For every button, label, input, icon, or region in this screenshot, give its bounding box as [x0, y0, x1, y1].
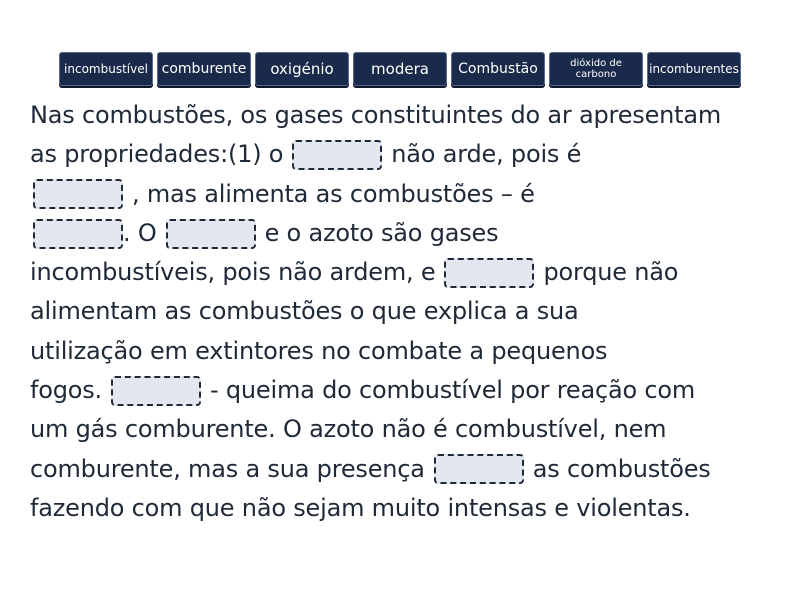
drop-zone-4[interactable]	[166, 219, 256, 249]
text-line-7	[30, 332, 780, 371]
text-segment: um gás comburente. O azoto não é combustível, nem	[30, 415, 667, 444]
drop-zone-3[interactable]	[33, 219, 123, 249]
word-bank	[0, 52, 800, 86]
text-segment: as combustões	[532, 454, 711, 483]
tile-label: incomburentes	[649, 62, 739, 76]
drop-zone-5[interactable]	[444, 258, 534, 288]
drop-zone-1[interactable]	[292, 140, 382, 170]
text-segment: porque não	[543, 258, 679, 287]
tile-dioxido-de-carbono[interactable]	[549, 52, 643, 86]
text-line-2	[30, 135, 780, 174]
tile-label: dióxido de carbono	[570, 58, 622, 80]
text-segment: e o azoto são gases	[264, 218, 499, 247]
text-segment: Nas combustões, os gases constituintes do ar apresentam	[30, 101, 722, 129]
tile-modera[interactable]	[353, 52, 447, 86]
text-segment: incombustíveis, pois não ardem, e	[30, 258, 436, 287]
text-line-6	[30, 292, 780, 331]
text-line-1	[30, 96, 780, 135]
drop-zone-7[interactable]	[434, 454, 524, 484]
text-segment: alimentam as combustões o que explica a sua	[30, 297, 579, 326]
text-segment: comburente, mas a sua presença	[30, 454, 425, 483]
text-segment: utilização em extintores no combate a pequenos	[30, 336, 608, 365]
text-line-11	[30, 489, 780, 528]
text-line-8	[30, 371, 780, 410]
tile-oxigenio[interactable]	[255, 52, 349, 86]
drop-zone-2[interactable]	[33, 179, 123, 209]
tile-label: modera	[371, 60, 429, 78]
tile-label: Combustão	[458, 61, 538, 77]
tile-combustao[interactable]	[451, 52, 545, 86]
text-segment: as propriedades:(1) o	[30, 140, 284, 169]
tile-label: comburente	[161, 61, 247, 77]
tile-label: incombustível	[64, 62, 148, 76]
tile-comburente[interactable]	[157, 52, 251, 86]
tile-incomburentes[interactable]	[647, 52, 741, 86]
text-segment: , mas alimenta as combustões – é	[132, 179, 535, 208]
text-segment: fazendo com que não sejam muito intensas e violentas.	[30, 493, 691, 522]
text-line-10	[30, 450, 780, 489]
cloze-text	[30, 96, 780, 528]
text-segment: fogos.	[30, 376, 102, 405]
text-line-9	[30, 410, 780, 449]
text-segment: não arde, pois é	[391, 140, 582, 169]
text-segment: - queima do combustível por reação com	[209, 376, 696, 405]
drop-zone-6[interactable]	[111, 376, 201, 406]
tile-incombustivel[interactable]	[59, 52, 153, 86]
text-line-4	[30, 214, 780, 253]
text-segment: . O	[123, 218, 157, 247]
text-line-3	[30, 175, 780, 214]
tile-label: oxigénio	[270, 60, 334, 78]
text-line-5	[30, 253, 780, 292]
